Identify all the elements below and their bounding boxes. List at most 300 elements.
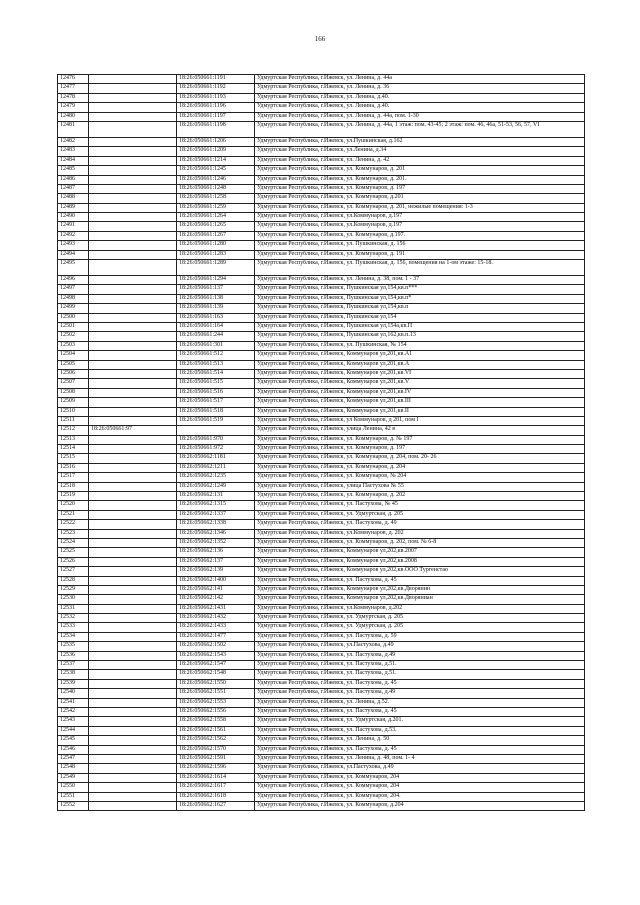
object-cadastral-number: 18:26:050661:516 [177, 388, 255, 397]
table-row [58, 184, 585, 193]
table-row [58, 463, 585, 472]
address: Удмуртская Республика, г.Ижевск, ул. Коммунаров, д. № 197 [255, 435, 585, 444]
address: Удмуртская Республика, г.Ижевск, ул. Коммунаров, д.201 [255, 194, 585, 203]
table-row [58, 341, 585, 350]
row-number: 12537 [58, 661, 89, 670]
address: Удмуртская Республика, г.Ижевск, ул. Коммунаров, № 204 [255, 473, 585, 482]
table-row [58, 426, 585, 435]
table-row [58, 360, 585, 369]
row-number: 12499 [58, 304, 89, 313]
table-row [58, 557, 585, 566]
table-row [58, 276, 585, 285]
table-row [58, 156, 585, 165]
row-number: 12497 [58, 285, 89, 294]
parcel-cadastral-number [89, 454, 177, 463]
address: Удмуртская Республика, г.Ижевск, ул. Коммунаров, д. 202, пом. № 6-8 [255, 538, 585, 547]
parcel-cadastral-number [89, 726, 177, 735]
table-row [58, 175, 585, 184]
row-number: 12478 [58, 93, 89, 102]
object-cadastral-number: 18:26:050661:301 [177, 341, 255, 350]
table-row [58, 585, 585, 594]
table-row [58, 313, 585, 322]
row-number: 12536 [58, 651, 89, 660]
object-cadastral-number: 18:26:050662:141 [177, 585, 255, 594]
object-cadastral-number: 18:26:050662:1591 [177, 754, 255, 763]
object-cadastral-number: 18:26:050661:1289 [177, 260, 255, 276]
row-number: 12520 [58, 501, 89, 510]
parcel-cadastral-number [89, 473, 177, 482]
object-cadastral-number: 18:26:050661:1196 [177, 103, 255, 112]
parcel-cadastral-number [89, 679, 177, 688]
row-number: 12498 [58, 294, 89, 303]
parcel-cadastral-number [89, 754, 177, 763]
table-row [58, 567, 585, 576]
address: Удмуртская Республика, г.Ижевск, ул. Коммунаров, 204 [255, 773, 585, 782]
address: Удмуртская Республика, г.Ижевск, ул. Удмуртская, д. 205 [255, 623, 585, 632]
address: Удмуртская Республика, г.Ижевск, Коммунаров ул,202,кв.Дворяниан [255, 595, 585, 604]
object-cadastral-number: 18:26:050662:1211 [177, 463, 255, 472]
object-cadastral-number [177, 426, 255, 435]
table-row [58, 445, 585, 454]
address: Удмуртская Республика, г.Ижевск, Коммунаров ул,202,кв.ООО Тургенстао [255, 567, 585, 576]
parcel-cadastral-number [89, 351, 177, 360]
table-row [58, 754, 585, 763]
parcel-cadastral-number [89, 623, 177, 632]
table-row [58, 75, 585, 84]
parcel-cadastral-number [89, 184, 177, 193]
object-cadastral-number: 18:26:050661:515 [177, 379, 255, 388]
row-number: 12501 [58, 322, 89, 331]
row-number: 12513 [58, 435, 89, 444]
row-number: 12494 [58, 250, 89, 259]
row-number: 12507 [58, 379, 89, 388]
parcel-cadastral-number [89, 241, 177, 250]
object-cadastral-number: 18:26:050661:514 [177, 369, 255, 378]
object-cadastral-number: 18:26:050662:1561 [177, 726, 255, 735]
parcel-cadastral-number [89, 736, 177, 745]
table-row [58, 416, 585, 425]
table-row [58, 260, 585, 276]
row-number: 12508 [58, 388, 89, 397]
table-row [58, 369, 585, 378]
parcel-cadastral-number [89, 313, 177, 322]
table-row [58, 294, 585, 303]
row-number: 12483 [58, 147, 89, 156]
address: Удмуртская Республика, г.Ижевск, ул. Коммунаров, д.204 [255, 801, 585, 810]
object-cadastral-number: 18:26:050661:1283 [177, 250, 255, 259]
row-number: 12548 [58, 764, 89, 773]
address: Удмуртская Республика, г.Ижевск, Пушкинская ул,154 [255, 313, 585, 322]
object-cadastral-number: 18:26:050662:1553 [177, 698, 255, 707]
object-cadastral-number: 18:26:050662:1627 [177, 801, 255, 810]
table-row [58, 745, 585, 754]
row-number: 12547 [58, 754, 89, 763]
address: Удмуртская Республика, г.Ижевск, ул. Пастухова, д.53. [255, 726, 585, 735]
object-cadastral-number: 18:26:050662:1338 [177, 520, 255, 529]
row-number: 12550 [58, 783, 89, 792]
object-cadastral-number: 18:26:050661:244 [177, 332, 255, 341]
table-row [58, 783, 585, 792]
address: Удмуртская Республика, г.Ижевск, ул.Коммунаров, д.197 [255, 213, 585, 222]
table-row [58, 623, 585, 632]
row-number: 12487 [58, 184, 89, 193]
address: Удмуртская Республика, г.Ижевск, ул. Коммунаров, 204 [255, 783, 585, 792]
row-number: 12509 [58, 398, 89, 407]
object-cadastral-number: 18:26:050662:1614 [177, 773, 255, 782]
address: Удмуртская Республика, г.Ижевск, Пушкинская ул,154,кв.п*** [255, 285, 585, 294]
row-number: 12540 [58, 689, 89, 698]
address: Удмуртская Республика, г.Ижевск, Коммунаров ул,201,кв.IV [255, 388, 585, 397]
parcel-cadastral-number [89, 510, 177, 519]
object-cadastral-number: 18:26:050662:1596 [177, 764, 255, 773]
row-number: 12502 [58, 332, 89, 341]
table-row [58, 689, 585, 698]
row-number: 12482 [58, 137, 89, 146]
table-row [58, 93, 585, 102]
row-number: 12544 [58, 726, 89, 735]
row-number: 12500 [58, 313, 89, 322]
address: Удмуртская Республика, г.Ижевск, ул. Коммунаров, д. 204, пом. 20- 26 [255, 454, 585, 463]
address: Удмуртская Республика, г.Ижевск, ул. Ленина, д. 50 [255, 736, 585, 745]
object-cadastral-number: 18:26:050662:1432 [177, 614, 255, 623]
parcel-cadastral-number [89, 576, 177, 585]
address: Удмуртская Республика, г.Ижевск, Пушкинская ул,162,кв.п.13 [255, 332, 585, 341]
address: Удмуртская Республика, г.Ижевск, ул. Пастухова, д. 45 [255, 745, 585, 754]
address: Удмуртская Республика, г.Ижевск, Пушкинская ул,154,кв.п [255, 304, 585, 313]
table-row [58, 679, 585, 688]
object-cadastral-number: 18:26:050662:1618 [177, 792, 255, 801]
parcel-cadastral-number [89, 322, 177, 331]
address: Удмуртская Республика, г.Ижевск, Коммунаров ул,201,кв.II [255, 407, 585, 416]
table-row [58, 501, 585, 510]
row-number: 12522 [58, 520, 89, 529]
object-cadastral-number: 18:26:050662:1477 [177, 632, 255, 641]
row-number: 12486 [58, 175, 89, 184]
parcel-cadastral-number [89, 670, 177, 679]
address: Удмуртская Республика, г.Ижевск, ул. Ленина, д. 38, пом. 1 - 37 [255, 276, 585, 285]
address: Удмуртская Республика, г.Ижевск, Коммунаров ул,201,кв.А1 [255, 351, 585, 360]
object-cadastral-number: 18:26:050662:1543 [177, 651, 255, 660]
object-cadastral-number: 18:26:050662:1551 [177, 689, 255, 698]
parcel-cadastral-number [89, 651, 177, 660]
object-cadastral-number: 18:26:050662:1181 [177, 454, 255, 463]
table-row [58, 213, 585, 222]
row-number: 12492 [58, 231, 89, 240]
object-cadastral-number: 18:26:050662:1352 [177, 538, 255, 547]
object-cadastral-number: 18:26:050661:512 [177, 351, 255, 360]
table-row [58, 792, 585, 801]
object-cadastral-number: 18:26:050662:1249 [177, 482, 255, 491]
row-number: 12511 [58, 416, 89, 425]
row-number: 12503 [58, 341, 89, 350]
row-number: 12491 [58, 222, 89, 231]
table-row [58, 285, 585, 294]
object-cadastral-number: 18:26:050662:142 [177, 595, 255, 604]
parcel-cadastral-number [89, 492, 177, 501]
table-row [58, 304, 585, 313]
row-number: 12551 [58, 792, 89, 801]
row-number: 12512 [58, 426, 89, 435]
object-cadastral-number: 18:26:050661:1258 [177, 194, 255, 203]
address: Удмуртская Республика, г.Ижевск, ул. Ленина, д. 48, пом. 1- 4 [255, 754, 585, 763]
row-number: 12518 [58, 482, 89, 491]
object-cadastral-number: 18:26:050662:1558 [177, 717, 255, 726]
row-number: 12523 [58, 529, 89, 538]
object-cadastral-number: 18:26:050661:519 [177, 416, 255, 425]
table-row [58, 222, 585, 231]
table-row [58, 595, 585, 604]
object-cadastral-number: 18:26:050661:513 [177, 360, 255, 369]
parcel-cadastral-number [89, 689, 177, 698]
row-number: 12476 [58, 75, 89, 84]
address: Удмуртская Республика, г.Ижевск, ул. Удмуртская, д. 205 [255, 614, 585, 623]
row-number: 12529 [58, 585, 89, 594]
address: Удмуртская Республика, г.Ижевск, ул. Пастухова, д. 45 [255, 576, 585, 585]
row-number: 12530 [58, 595, 89, 604]
row-number: 12521 [58, 510, 89, 519]
parcel-cadastral-number [89, 482, 177, 491]
parcel-cadastral-number [89, 213, 177, 222]
row-number: 12549 [58, 773, 89, 782]
object-cadastral-number: 18:26:050661:1265 [177, 222, 255, 231]
address: Удмуртская Республика, г.Ижевск, ул Коммунаров, д 201, пом I [255, 416, 585, 425]
row-number: 12538 [58, 670, 89, 679]
parcel-cadastral-number [89, 632, 177, 641]
address: Удмуртская Республика, г.Ижевск, Пушкинская ул,154а,кв.П [255, 322, 585, 331]
table-row [58, 726, 585, 735]
parcel-cadastral-number [89, 538, 177, 547]
parcel-cadastral-number [89, 388, 177, 397]
address: Удмуртская Республика, г.Ижевск, Коммунаров ул,202,кв.Дворянин [255, 585, 585, 594]
parcel-cadastral-number [89, 642, 177, 651]
parcel-cadastral-number [89, 520, 177, 529]
table-row [58, 473, 585, 482]
object-cadastral-number: 18:26:050661:1191 [177, 75, 255, 84]
object-cadastral-number: 18:26:050662:1548 [177, 670, 255, 679]
parcel-cadastral-number [89, 84, 177, 93]
registry-table [57, 74, 585, 811]
object-cadastral-number: 18:26:050662:1502 [177, 642, 255, 651]
row-number: 12506 [58, 369, 89, 378]
parcel-cadastral-number [89, 398, 177, 407]
address: Удмуртская Республика, г.Ижевск, ул.Пастухова, д.49 [255, 642, 585, 651]
address: Удмуртская Республика, г.Ижевск, ул.Коммунаров, д.202 [255, 604, 585, 613]
address: Удмуртская Республика, г.Ижевск, ул. Пастухова, д.49 [255, 689, 585, 698]
table-row [58, 576, 585, 585]
address: Удмуртская Республика, г.Ижевск, Пушкинская ул,154,кв.п* [255, 294, 585, 303]
object-cadastral-number: 18:26:050661:1246 [177, 175, 255, 184]
row-number: 12484 [58, 156, 89, 165]
object-cadastral-number: 18:26:050662:1550 [177, 679, 255, 688]
parcel-cadastral-number [89, 604, 177, 613]
object-cadastral-number: 18:26:050661:1192 [177, 84, 255, 93]
parcel-cadastral-number [89, 332, 177, 341]
address: Удмуртская Республика, г.Ижевск, улица Ленина, 42 в [255, 426, 585, 435]
row-number: 12526 [58, 557, 89, 566]
row-number: 12517 [58, 473, 89, 482]
table-row [58, 661, 585, 670]
object-cadastral-number: 18:26:050661:518 [177, 407, 255, 416]
object-cadastral-number: 18:26:050662:1556 [177, 708, 255, 717]
table-row [58, 642, 585, 651]
table-row [58, 773, 585, 782]
table-row [58, 482, 585, 491]
object-cadastral-number: 18:26:050662:1433 [177, 623, 255, 632]
parcel-cadastral-number [89, 745, 177, 754]
address: Удмуртская Республика, г.Ижевск, ул. Коммунаров, д. 204 [255, 463, 585, 472]
object-cadastral-number: 18:26:050661:1198 [177, 121, 255, 137]
row-number: 12546 [58, 745, 89, 754]
parcel-cadastral-number [89, 661, 177, 670]
parcel-cadastral-number [89, 304, 177, 313]
address: Удмуртская Республика, г.Ижевск, ул. Ленина, д. 44а, 1 этаж: пом. 43-45; 2 этаж: пом. 46, 46а, 51-53, 56, 57, VI [255, 121, 585, 137]
table-row [58, 670, 585, 679]
object-cadastral-number: 18:26:050662:139 [177, 567, 255, 576]
row-number: 12528 [58, 576, 89, 585]
address: Удмуртская Республика, г.Ижевск, ул. Коммунаров, д. 201 [255, 166, 585, 175]
parcel-cadastral-number [89, 203, 177, 212]
table-row [58, 322, 585, 331]
address: Удмуртская Республика, г.Ижевск, ул.Пастухова, д.49 [255, 764, 585, 773]
address: Удмуртская Республика, г.Ижевск, ул. Удмуртская, д.201. [255, 717, 585, 726]
table-row [58, 194, 585, 203]
table-row [58, 614, 585, 623]
parcel-cadastral-number [89, 166, 177, 175]
row-number: 12532 [58, 614, 89, 623]
row-number: 12541 [58, 698, 89, 707]
table-row [58, 112, 585, 121]
table-row [58, 548, 585, 557]
registry-body [58, 75, 585, 811]
table-row [58, 538, 585, 547]
parcel-cadastral-number [89, 708, 177, 717]
row-number: 12552 [58, 801, 89, 810]
address: Удмуртская Республика, г.Ижевск, ул. Пастухова, д. 59 [255, 632, 585, 641]
object-cadastral-number: 18:26:050662:1346 [177, 529, 255, 538]
table-row [58, 529, 585, 538]
object-cadastral-number: 18:26:050661:1193 [177, 93, 255, 102]
table-row [58, 651, 585, 660]
parcel-cadastral-number [89, 773, 177, 782]
row-number: 12493 [58, 241, 89, 250]
row-number: 12543 [58, 717, 89, 726]
address: Удмуртская Республика, г.Ижевск, ул. Пастухова, № 45 [255, 501, 585, 510]
parcel-cadastral-number [89, 194, 177, 203]
address: Удмуртская Республика, г.Ижевск, Коммунаров ул,201,кв.А [255, 360, 585, 369]
table-row [58, 203, 585, 212]
table-row [58, 435, 585, 444]
object-cadastral-number: 18:26:050661:1294 [177, 276, 255, 285]
row-number: 12531 [58, 604, 89, 613]
address: Удмуртская Республика, г.Ижевск, ул.Коммунаров, д. 202 [255, 529, 585, 538]
object-cadastral-number: 18:26:050661:970 [177, 435, 255, 444]
parcel-cadastral-number [89, 121, 177, 137]
row-number: 12514 [58, 445, 89, 454]
table-row [58, 241, 585, 250]
object-cadastral-number: 18:26:050662:1235 [177, 473, 255, 482]
table-row [58, 604, 585, 613]
table-row [58, 388, 585, 397]
address: Удмуртская Республика, г.Ижевск, ул. Ленина, д. 44а [255, 75, 585, 84]
address: Удмуртская Республика, г.Ижевск, ул.Пушкинская, д.162 [255, 137, 585, 146]
address: Удмуртская Республика, г.Ижевск, ул. Ленина, д.52. [255, 698, 585, 707]
table-row [58, 398, 585, 407]
table-row [58, 407, 585, 416]
address: Удмуртская Республика, г.Ижевск, ул. Коммунаров, д.197. [255, 231, 585, 240]
parcel-cadastral-number [89, 416, 177, 425]
address: Удмуртская Республика, г.Ижевск, Коммунаров ул,202,кв.2008 [255, 557, 585, 566]
parcel-cadastral-number [89, 112, 177, 121]
parcel-cadastral-number [89, 529, 177, 538]
parcel-cadastral-number [89, 764, 177, 773]
table-row [58, 801, 585, 810]
table-row [58, 332, 585, 341]
object-cadastral-number: 18:26:050662:1570 [177, 745, 255, 754]
address: Удмуртская Республика, г.Ижевск, ул. Пушкинская, д. 156, помещения на 1-ом этаже: 15-18. [255, 260, 585, 276]
address: Удмуртская Республика, г.Ижевск, ул. Ленина, д. 44а, пом. 1-30 [255, 112, 585, 121]
row-number: 12485 [58, 166, 89, 175]
address: Удмуртская Республика, г.Ижевск, Коммунаров ул,201,кв.V [255, 379, 585, 388]
parcel-cadastral-number [89, 801, 177, 810]
table-row [58, 250, 585, 259]
table-row [58, 147, 585, 156]
parcel-cadastral-number [89, 614, 177, 623]
object-cadastral-number: 18:26:050662:1431 [177, 604, 255, 613]
parcel-cadastral-number [89, 75, 177, 84]
row-number: 12505 [58, 360, 89, 369]
table-row [58, 121, 585, 137]
parcel-cadastral-number [89, 341, 177, 350]
parcel-cadastral-number [89, 567, 177, 576]
row-number: 12496 [58, 276, 89, 285]
parcel-cadastral-number [89, 369, 177, 378]
table-row [58, 231, 585, 240]
address: Удмуртская Республика, г.Ижевск, ул. Коммунаров, д. 202 [255, 492, 585, 501]
address: Удмуртская Республика, г.Ижевск, ул.Ленина, д.34 [255, 147, 585, 156]
parcel-cadastral-number [89, 147, 177, 156]
row-number: 12519 [58, 492, 89, 501]
address: Удмуртская Республика, г.Ижевск, Коммунаров ул,201,кв.III [255, 398, 585, 407]
parcel-cadastral-number [89, 548, 177, 557]
table-row [58, 717, 585, 726]
row-number: 12480 [58, 112, 89, 121]
parcel-cadastral-number [89, 93, 177, 102]
address: Удмуртская Республика, г.Ижевск, ул. Коммунаров, д. 197 [255, 445, 585, 454]
table-row [58, 454, 585, 463]
row-number: 12504 [58, 351, 89, 360]
address: Удмуртская Республика, г.Ижевск, ул. Ленина, д. 36 [255, 84, 585, 93]
parcel-cadastral-number [89, 501, 177, 510]
table-row [58, 520, 585, 529]
parcel-cadastral-number [89, 463, 177, 472]
parcel-cadastral-number [89, 717, 177, 726]
address: Удмуртская Республика, г.Ижевск, ул. Ленина, д.40. [255, 93, 585, 102]
object-cadastral-number: 18:26:050661:1280 [177, 241, 255, 250]
parcel-cadastral-number [89, 156, 177, 165]
object-cadastral-number: 18:26:050661:1248 [177, 184, 255, 193]
parcel-cadastral-number [89, 222, 177, 231]
parcel-cadastral-number [89, 445, 177, 454]
table-row [58, 166, 585, 175]
object-cadastral-number: 18:26:050661:137 [177, 285, 255, 294]
object-cadastral-number: 18:26:050662:1315 [177, 501, 255, 510]
table-row [58, 492, 585, 501]
parcel-cadastral-number [89, 360, 177, 369]
row-number: 12515 [58, 454, 89, 463]
parcel-cadastral-number: 18:26:050661:97 [89, 426, 177, 435]
table-row [58, 351, 585, 360]
table-row [58, 379, 585, 388]
